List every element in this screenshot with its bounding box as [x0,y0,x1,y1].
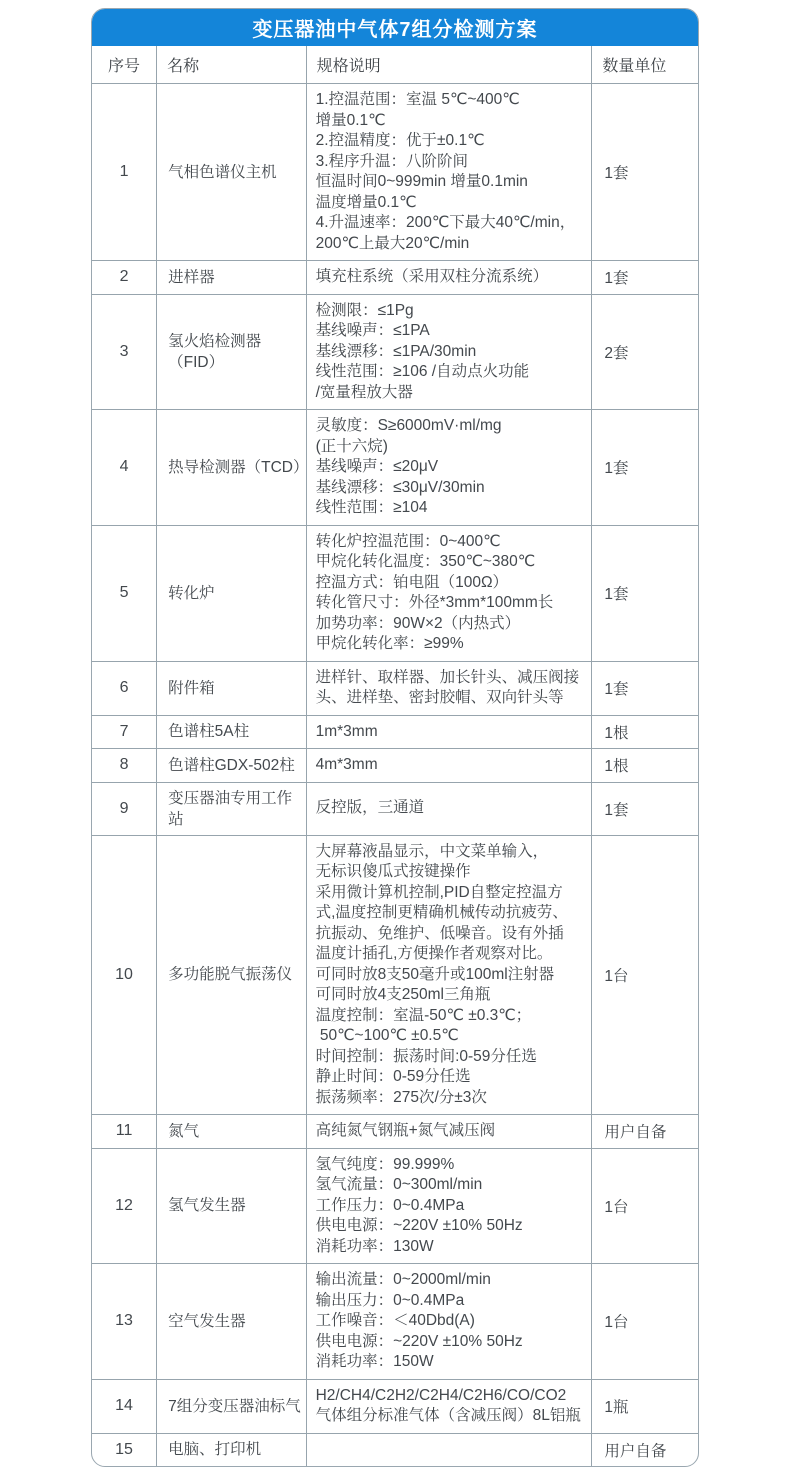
spec-line: 消耗功率：130W [315,1237,434,1255]
spec-line: 1m*3mm [315,722,378,740]
item-spec [306,782,592,835]
item-name: 氢气发生器 [157,1148,306,1264]
spec-line: 加势功率：90W×2（内热式） [315,614,521,632]
spec-line: 消耗功率：150W [315,1353,434,1370]
row-number: 9 [92,782,157,835]
table-row [92,294,698,410]
spec-line: 2.控温精度：优于±0.1℃ [315,132,485,149]
row-number: 11 [92,1115,157,1149]
spec-line: 填充柱系统（采用双柱分流系统） [315,268,549,285]
spec-line: 50℃~100℃ ±0.5℃ [315,1027,459,1044]
row-number: 6 [92,661,157,715]
item-name: 多功能脱气振荡仪 [157,835,306,1115]
item-quantity: 1套 [592,261,698,295]
spec-line: 甲烷化转化率：≥99% [315,635,464,652]
header-no: 序号 [92,46,157,84]
row-number: 5 [92,525,157,661]
item-spec [306,661,592,715]
item-quantity: 1根 [592,715,698,749]
page-title: 变压器油中气体7组分检测方案 [252,19,538,41]
item-quantity: 1套 [592,661,698,715]
spec-sheet-card [91,8,699,1467]
item-quantity: 1套 [592,410,698,526]
spec-line: 工作压力：0~0.4MPa [315,1196,465,1214]
spec-line: 4m*3mm [315,756,378,773]
spec-line: 3.程序升温：八阶阶间 [315,152,469,170]
item-name: 进样器 [157,261,306,295]
table-row [92,261,698,295]
item-spec [306,1264,592,1380]
spec-line: 进样针、取样器、加长针头、减压阀接头、进样垫、密封胶帽、双向针头等 [315,668,580,706]
table-row [92,84,698,261]
item-quantity: 1根 [592,749,698,783]
spec-line: 温度计插孔,方便操作者观察对比。 [315,945,553,962]
spec-line: 温度控制：室温-50℃ ±0.3℃； [315,1006,532,1024]
spec-line: 气体组分标准气体（含减压阀）8L铝瓶 [315,1407,581,1424]
item-spec [306,835,592,1115]
spec-line: 可同时放8支50毫升或100ml注射器 [315,965,555,983]
table-row [92,1115,698,1149]
item-name: 热导检测器（TCD） [157,410,306,526]
spec-line: 200℃上最大20℃/min [315,234,470,252]
row-number: 8 [92,749,157,783]
spec-line: 增量0.1℃ [315,111,386,129]
row-number: 7 [92,715,157,749]
item-spec [306,749,592,783]
spec-line: 振荡频率：275次/分±3次 [315,1088,487,1106]
row-number: 10 [92,835,157,1115]
spec-line: 工作噪音：＜40Dbd(A) [315,1312,475,1329]
table-row [92,782,698,835]
spec-line: 线性范围：≥106 /自动点火功能 [315,363,530,380]
spec-line: 灵敏度：S≥6000mV·ml/mg [315,417,502,434]
item-quantity: 用户自备 [592,1433,698,1466]
spec-line: 恒温时间0~999min 增量0.1min [315,173,528,190]
spec-line: 可同时放4支250ml三角瓶 [315,986,491,1003]
header-name: 名称 [157,46,306,84]
spec-line: 转化炉控温范围：0~400℃ [315,532,501,550]
table-row [92,661,698,715]
spec-line: 转化管尺寸：外径*3mm*100mm长 [315,594,554,611]
row-number: 12 [92,1148,157,1264]
item-name: 色谱柱GDX-502柱 [157,749,306,783]
spec-line: 采用微计算机控制,PID自整定控温方 [315,883,563,901]
spec-line: 温度增量0.1℃ [315,193,417,211]
spec-line: 无标识傻瓜式按键操作 [315,863,471,880]
spec-line: 供电电源：~220V ±10% 50Hz [315,1217,523,1234]
item-name: 附件箱 [157,661,306,715]
spec-line: 反控版，三通道 [315,799,425,817]
row-number: 4 [92,410,157,526]
row-number: 2 [92,261,157,295]
item-quantity: 1台 [592,1264,698,1380]
item-spec [306,525,592,661]
item-quantity: 1套 [592,525,698,661]
item-spec [306,84,592,261]
item-spec [306,261,592,295]
spec-line: 高纯氮气钢瓶+氮气减压阀 [315,1122,496,1139]
spec-line: 大屏幕液晶显示，中文菜单输入， [315,842,549,860]
spec-table [92,46,698,1466]
item-name: 氮气 [157,1115,306,1149]
spec-line: 基线噪声：≤1PA [315,322,430,339]
item-spec [306,1379,592,1433]
item-quantity: 1套 [592,782,698,835]
item-name: 转化炉 [157,525,306,661]
table-row [92,1264,698,1380]
spec-line: 时间控制：振荡时间:0-59分任选 [315,1047,537,1065]
item-quantity: 2套 [592,294,698,410]
item-name: 空气发生器 [157,1264,306,1380]
header-qty: 数量单位 [592,46,698,84]
table-row [92,410,698,526]
title-bar [92,9,698,46]
spec-line: 输出压力：0~0.4MPa [315,1291,465,1309]
row-number: 14 [92,1379,157,1433]
row-number: 13 [92,1264,157,1380]
row-number: 3 [92,294,157,410]
spec-line: 控温方式：铂电阻（100Ω） [315,573,509,591]
table-row [92,749,698,783]
spec-line: 式,温度控制更精确机械传动抗疲劳、 [315,904,568,921]
item-spec [306,410,592,526]
item-name: 色谱柱5A柱 [157,715,306,749]
spec-line: 基线噪声：≤20μV [315,458,439,475]
spec-line: H2/CH4/C2H2/C2H4/C2H6/CO/CO2 [315,1386,567,1404]
item-name: 氢火焰检测器（FID） [157,294,306,410]
spec-line: 检测限：≤1Pg [315,301,414,319]
item-spec [306,1115,592,1149]
item-name: 7组分变压器油标气 [157,1379,306,1433]
item-quantity: 1台 [592,835,698,1115]
spec-line: 基线漂移：≤1PA/30min [315,342,477,360]
spec-line: 线性范围：≥104 [315,499,428,516]
table-row [92,525,698,661]
spec-line: 供电电源：~220V ±10% 50Hz [315,1332,523,1350]
item-quantity: 1台 [592,1148,698,1264]
header-spec: 规格说明 [306,46,592,84]
item-spec [306,294,592,410]
spec-line: (正十六烷) [315,437,388,455]
row-number: 15 [92,1433,157,1466]
table-header-row [92,46,698,84]
item-spec [306,1148,592,1264]
table-row [92,1379,698,1433]
spec-line: 1.控温范围：室温 5℃~400℃ [315,91,520,108]
table-body [92,84,698,1466]
item-spec [306,715,592,749]
spec-line: 基线漂移：≤30μV/30min [315,478,485,496]
table-row [92,1148,698,1264]
item-spec [306,1433,592,1466]
item-quantity: 1套 [592,84,698,261]
table-row [92,715,698,749]
item-name: 气相色谱仪主机 [157,84,306,261]
spec-line: /宽量程放大器 [315,383,413,401]
spec-line: 4.升温速率：200℃下最大40℃/min， [315,214,576,231]
row-number: 1 [92,84,157,261]
spec-line: 抗振动、免维护、低噪音。设有外插 [315,924,564,942]
item-name: 变压器油专用工作站 [157,782,306,835]
table-row [92,1433,698,1466]
item-quantity: 1瓶 [592,1379,698,1433]
spec-line: 氢气纯度：99.999% [315,1155,455,1173]
table-row [92,835,698,1115]
spec-line: 氢气流量：0~300ml/min [315,1176,483,1193]
item-quantity: 用户自备 [592,1115,698,1149]
spec-line: 甲烷化转化温度：350℃~380℃ [315,553,536,570]
item-name: 电脑、打印机 [157,1433,306,1466]
spec-line: 输出流量：0~2000ml/min [315,1271,491,1288]
spec-line: 静止时间：0-59分任选 [315,1068,471,1085]
